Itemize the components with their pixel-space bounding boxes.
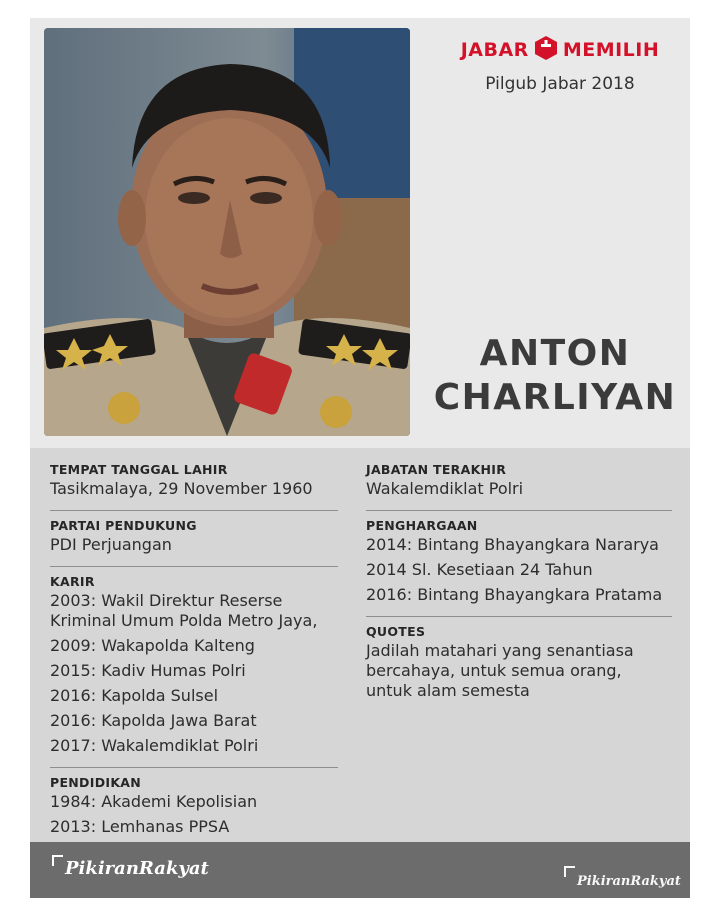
education-item: 1984: Akademi Kepolisian: [50, 792, 258, 811]
brand-right-word: MEMILIH: [562, 39, 660, 61]
career-item: 2015: Kadiv Humas Polri: [50, 661, 246, 680]
footer-logo-text: PikiranRakyat: [65, 858, 209, 879]
watermark-mark-icon: [564, 866, 575, 877]
education-label: PENDIDIKAN: [50, 775, 142, 790]
awards-label: PENGHARGAAN: [366, 518, 478, 533]
left-column: [50, 462, 338, 855]
award-item: 2014 Sl. Kesetiaan 24 Tahun: [366, 560, 593, 579]
career-item: 2003: Wakil Direktur Reserse Kriminal Umum Polda Metro Jaya,: [50, 591, 318, 630]
brand-left-word: JABAR: [460, 39, 529, 61]
position-label: JABATAN TERAKHIR: [366, 462, 507, 477]
header-section: [30, 18, 690, 448]
candidate-name: [420, 332, 690, 420]
career-item: 2009: Wakapolda Kalteng: [50, 636, 255, 655]
career-item: 2017: Wakalemdiklat Polri: [50, 736, 259, 755]
brand-logo: [430, 36, 690, 64]
quotes-value: Jadilah matahari yang senantiasa bercahaya, untuk semua orang, untuk alam semesta: [366, 641, 634, 700]
education-section: [50, 775, 338, 848]
position-section: [366, 462, 672, 511]
name-line-2: CHARLIYAN: [433, 377, 677, 418]
party-value: PDI Perjuangan: [50, 535, 172, 554]
name-line-1: ANTON: [479, 333, 631, 374]
watermark-text: PikiranRakyat: [577, 874, 681, 889]
career-item: 2016: Kapolda Sulsel: [50, 686, 219, 705]
footer-bar: [30, 842, 690, 898]
education-item: 2013: Lemhanas PPSA: [50, 817, 230, 836]
position-value: Wakalemdiklat Polri: [366, 479, 524, 498]
career-label: KARIR: [50, 574, 95, 589]
birth-label: TEMPAT TANGGAL LAHIR: [50, 462, 228, 477]
brand-block: [430, 36, 690, 94]
logo-mark-icon: [52, 855, 63, 866]
portrait-photo: [44, 28, 410, 436]
awards-section: [366, 518, 672, 617]
ballot-box-icon: [535, 36, 557, 64]
birth-section: [50, 462, 338, 511]
party-section: [50, 518, 338, 567]
award-item: 2016: Bintang Bhayangkara Pratama: [366, 585, 663, 604]
pikiran-rakyat-logo: [52, 858, 209, 879]
profile-card: [30, 18, 690, 898]
info-section: [30, 448, 690, 842]
quotes-section: [366, 624, 672, 712]
career-item: 2016: Kapolda Jawa Barat: [50, 711, 257, 730]
birth-value: Tasikmalaya, 29 November 1960: [50, 479, 313, 498]
brand-subtitle: Pilgub Jabar 2018: [485, 74, 635, 94]
right-column: [366, 462, 672, 719]
party-label: PARTAI PENDUKUNG: [50, 518, 197, 533]
career-section: [50, 574, 338, 768]
portrait-illustration: [44, 28, 410, 436]
award-item: 2014: Bintang Bhayangkara Nararya: [366, 535, 659, 554]
quotes-label: QUOTES: [366, 624, 426, 639]
watermark-logo: [564, 874, 681, 889]
